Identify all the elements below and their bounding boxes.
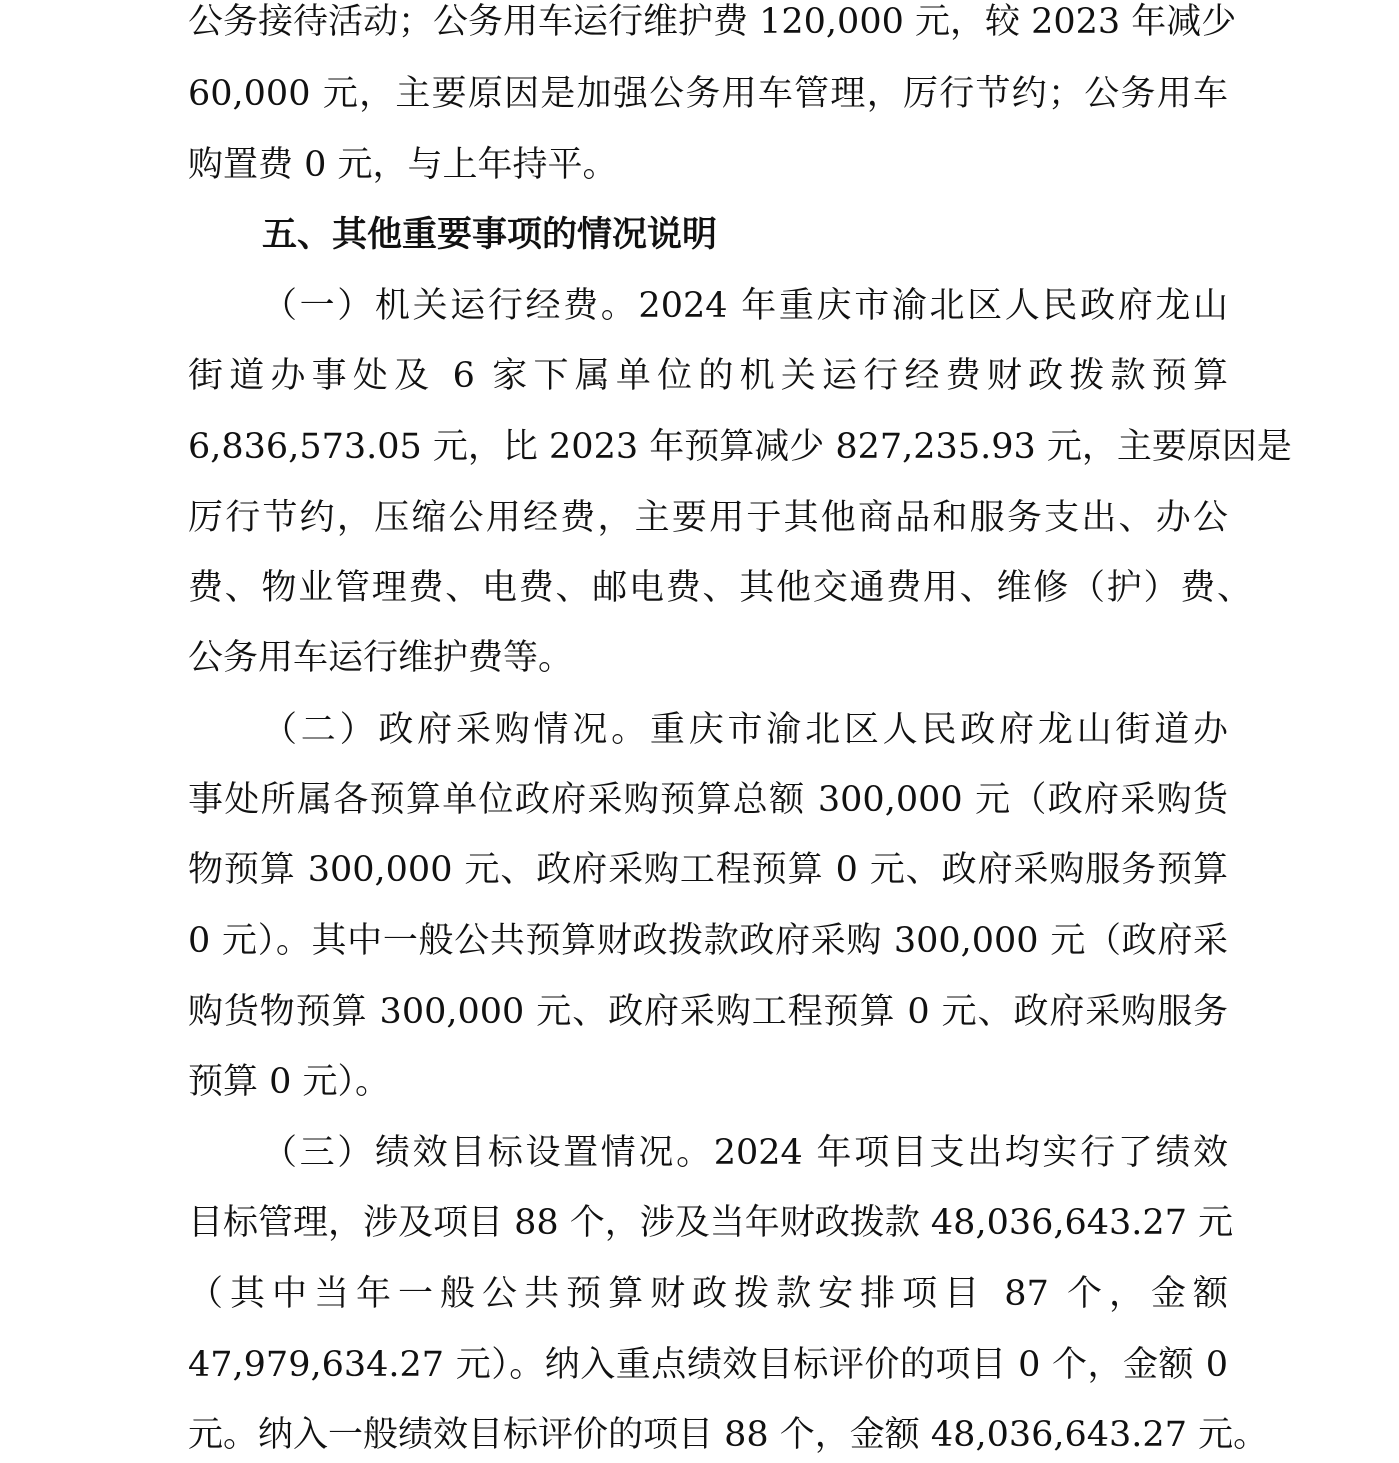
text-line: 6,836,573.05 元，比 2023 年预算减少 827,235.93 元，主要原因是	[188, 427, 1292, 467]
text-line: 47,979,634.27 元）。纳入重点绩效目标评价的项目 0 个，金额 0	[188, 1345, 1228, 1385]
text-line: 公务用车运行维护费等。	[188, 638, 574, 678]
text-line: 事处所属各预算单位政府采购预算总额 300,000 元（政府采购货	[188, 780, 1228, 820]
text-line: 费、物业管理费、电费、邮电费、其他交通费用、维修（护）费、	[188, 568, 1252, 608]
text-line: 元。纳入一般绩效目标评价的项目 88 个，金额 48,036,643.27 元。	[188, 1415, 1269, 1455]
text-line: 购货物预算 300,000 元、政府采购工程预算 0 元、政府采购服务	[188, 992, 1228, 1032]
text-line: 街道办事处及 6 家下属单位的机关运行经费财政拨款预算	[188, 356, 1228, 396]
section-heading: 五、其他重要事项的情况说明	[262, 215, 718, 255]
text-line: 预算 0 元）。	[188, 1062, 391, 1102]
text-line: （一）机关运行经费。2024 年重庆市渝北区人民政府龙山	[262, 286, 1228, 326]
text-line: （三）绩效目标设置情况。2024 年项目支出均实行了绩效	[262, 1133, 1228, 1173]
text-line: 0 元）。其中一般公共预算财政拨款政府采购 300,000 元（政府采	[188, 921, 1228, 961]
text-line: 厉行节约，压缩公用经费，主要用于其他商品和服务支出、办公	[188, 498, 1228, 538]
text-line: 目标管理，涉及项目 88 个，涉及当年财政拨款 48,036,643.27 元	[188, 1203, 1234, 1243]
text-line: （其中当年一般公共预算财政拨款安排项目 87 个，金额	[188, 1274, 1228, 1314]
text-line: 物预算 300,000 元、政府采购工程预算 0 元、政府采购服务预算	[188, 850, 1228, 890]
text-line: 购置费 0 元，与上年持平。	[188, 145, 618, 185]
text-line: 公务接待活动；公务用车运行维护费 120,000 元，较 2023 年减少	[188, 2, 1237, 42]
text-line: 60,000 元，主要原因是加强公务用车管理，厉行节约；公务用车	[188, 74, 1228, 114]
text-line: （二）政府采购情况。重庆市渝北区人民政府龙山街道办	[262, 710, 1228, 750]
